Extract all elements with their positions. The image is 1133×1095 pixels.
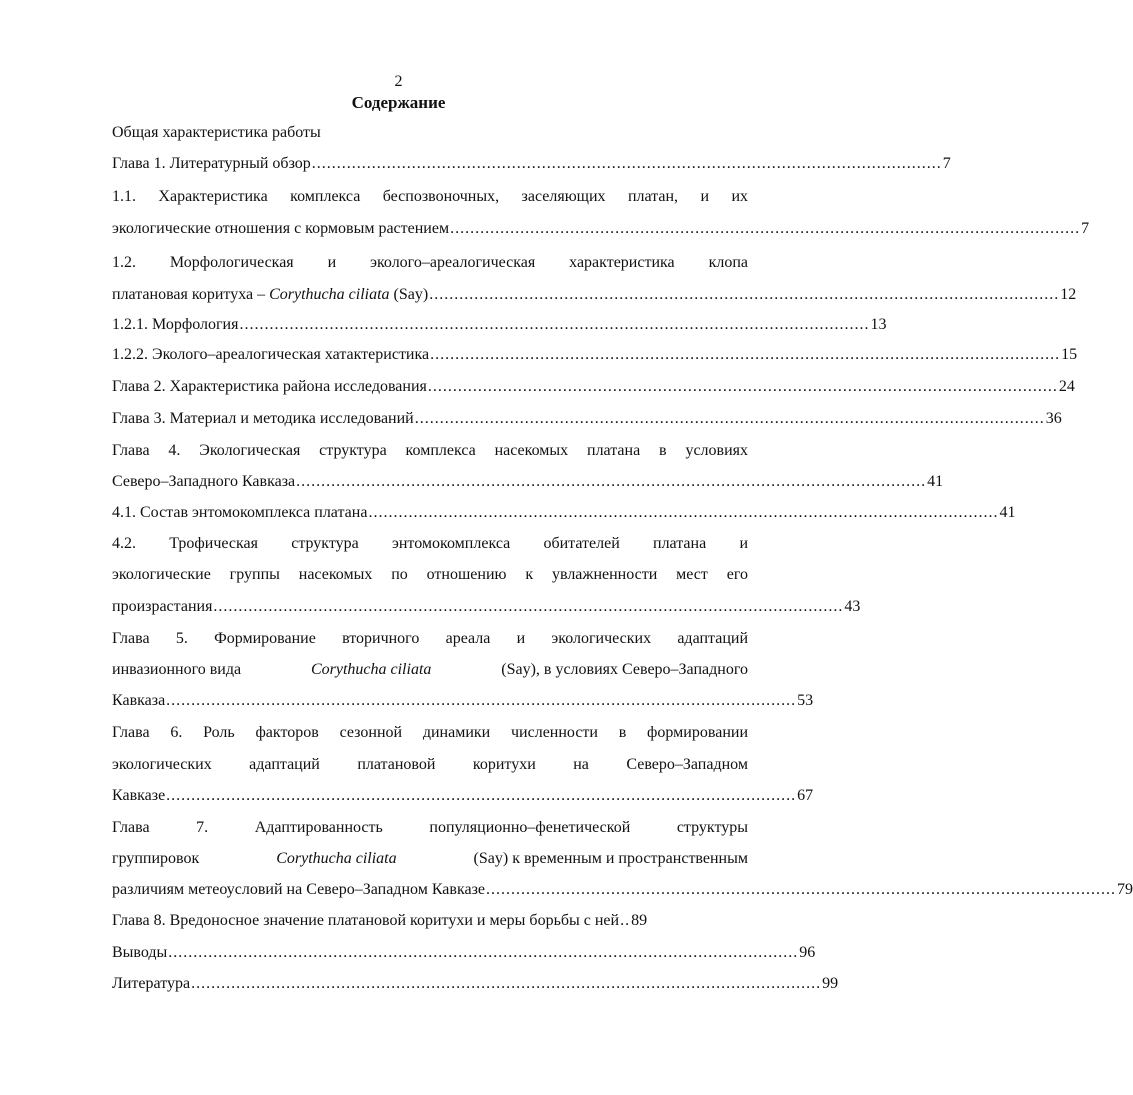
toc-page-number: 41 (927, 473, 944, 490)
toc-page-number: 36 (1045, 410, 1062, 427)
leader-dots: .............................................................................................................................. (311, 155, 942, 172)
toc-page-number: 53 (797, 692, 814, 709)
toc-entry-text: 1.2.1. Морфология (112, 316, 239, 333)
page-title: Содержание (351, 93, 446, 112)
leader-dots: .............................................................................................................................. (296, 473, 927, 490)
species-name: Corythucha ciliata (276, 850, 397, 867)
toc-entry-chapter-5 (112, 690, 814, 712)
toc-entry-conclusions (112, 942, 816, 964)
line-segment: (Say) к временным и пространственным (473, 850, 748, 867)
toc-page-number: 7 (1081, 220, 1090, 237)
leader-dots: .............................................................................................................................. (368, 504, 999, 521)
leader-dots: .............................................................................................................................. (414, 410, 1045, 427)
toc-entry-text: Глава 3. Материал и методика исследований (112, 410, 414, 427)
toc-entry-chapter-8 (112, 910, 748, 932)
toc-page-number: 7 (942, 155, 951, 172)
toc-page-number: 79 (1117, 881, 1133, 898)
toc-entry-chapter-7-line1: Глава 7. Адаптированность популяционно–фенетической структуры (112, 819, 748, 836)
leader-dots: .............................................................................................................................. (191, 975, 822, 992)
toc-entry-chapter-2 (112, 376, 1075, 398)
toc-entry-text: 1.2.2. Эколого–ареалогическая хатактеристика (112, 346, 430, 363)
toc-entry-text: различиям метеоусловий на Северо–Западном Кавказе (112, 881, 485, 898)
toc-entry-text: Кавказе (112, 787, 166, 804)
toc-entry-chapter-4-line1: Глава 4. Экологическая структура комплекса насекомых платана в условиях (112, 442, 748, 459)
toc-page-number: 43 (844, 598, 861, 615)
toc-entry-text: Кавказа (112, 692, 166, 709)
toc-page-number: 12 (1060, 286, 1077, 303)
toc-entry-1-2-line1: 1.2. Морфологическая и эколого–ареалогическая характеристика клопа (112, 254, 748, 271)
toc-entry-chapter-5-line2 (112, 659, 748, 681)
toc-entry-4-2 (112, 596, 861, 618)
leader-dots: .............................................................................................................................. (450, 220, 1081, 237)
toc-entry-chapter-3 (112, 408, 1062, 430)
toc-entry-text: произрастания (112, 598, 213, 615)
page-number: 2 (394, 73, 403, 90)
toc-entry-chapter-6-line1: Глава 6. Роль факторов сезонной динамики численности в формировании (112, 724, 748, 741)
leader-dots: .............................................................................................................................. (213, 598, 844, 615)
leader-dots: .............................................................................................................................. (168, 944, 799, 961)
toc-entry-text: 4.1. Состав энтомокомплекса платана (112, 504, 368, 521)
toc-page-number: 67 (797, 787, 814, 804)
toc-entry-text: платановая коритуха – Corythucha ciliata (Say) (112, 286, 429, 303)
toc-entry-chapter-5-line1: Глава 5. Формирование вторичного ареала и экологических адаптаций (112, 630, 748, 647)
toc-entry-text: Выводы (112, 944, 168, 961)
leader-dots: .. (620, 912, 631, 929)
toc-page-number: 99 (822, 975, 839, 992)
toc-entry-text: Глава 8. Вредоносное значение платановой коритухи и меры борьбы с ней (112, 912, 620, 929)
toc-entry-literature (112, 973, 839, 995)
leader-dots: .............................................................................................................................. (430, 346, 1061, 363)
toc-entry-text: Общая характеристика работы (112, 124, 321, 141)
toc-entry-chapter-1 (112, 153, 951, 175)
toc-page-number: 15 (1061, 346, 1078, 363)
toc-entry-general (112, 122, 748, 144)
toc-entry-chapter-7 (112, 879, 1133, 901)
toc-entry-1-2 (112, 284, 1077, 306)
species-name: Corythucha ciliata (269, 286, 390, 303)
toc-entry-chapter-7-line2 (112, 848, 748, 870)
toc-entry-4-1 (112, 502, 1016, 524)
species-name: Corythucha ciliata (310, 661, 432, 678)
toc-entry-text: экологические отношения с кормовым растением (112, 220, 450, 237)
toc-entry-text: Литература (112, 975, 191, 992)
toc-entry-4-2-line1: 4.2. Трофическая структура энтомокомплекса обитателей платана и (112, 535, 748, 552)
leader-dots: .............................................................................................................................. (486, 881, 1116, 898)
toc-entry-chapter-6 (112, 785, 814, 807)
toc-entry-4-2-line2: экологические группы насекомых по отношению к увлажненности мест его (112, 566, 748, 583)
toc-entry-chapter-4 (112, 471, 944, 493)
toc-entry-chapter-6-line2: экологических адаптаций платановой коритухи на Северо–Западном (112, 756, 748, 773)
toc-page-number: 13 (870, 316, 887, 333)
toc-page-number: 96 (799, 944, 816, 961)
line-segment: группировок (112, 850, 200, 867)
toc-entry-1-2-1 (112, 314, 887, 336)
leader-dots: .............................................................................................................................. (239, 316, 870, 333)
toc-entry-1-1 (112, 218, 1090, 240)
toc-entry-text: Северо–Западного Кавказа (112, 473, 296, 490)
toc-page-number: 41 (999, 504, 1016, 521)
toc-page-number: 89 (631, 912, 648, 929)
toc-entry-text: Глава 1. Литературный обзор (112, 155, 311, 172)
toc-page-number: 24 (1058, 378, 1075, 395)
leader-dots: .............................................................................................................................. (429, 286, 1060, 303)
toc-entry-1-2-2 (112, 344, 1078, 366)
toc-entry-text: Глава 2. Характеристика района исследования (112, 378, 427, 395)
toc-entry-1-1-line1: 1.1. Характеристика комплекса беспозвоночных, заселяющих платан, и их (112, 188, 748, 205)
line-segment: инвазионного вида (112, 661, 242, 678)
leader-dots: .............................................................................................................................. (427, 378, 1058, 395)
line-segment: (Say), в условиях Северо–Западного (501, 661, 748, 678)
leader-dots: .............................................................................................................................. (166, 692, 797, 709)
leader-dots: .............................................................................................................................. (166, 787, 797, 804)
